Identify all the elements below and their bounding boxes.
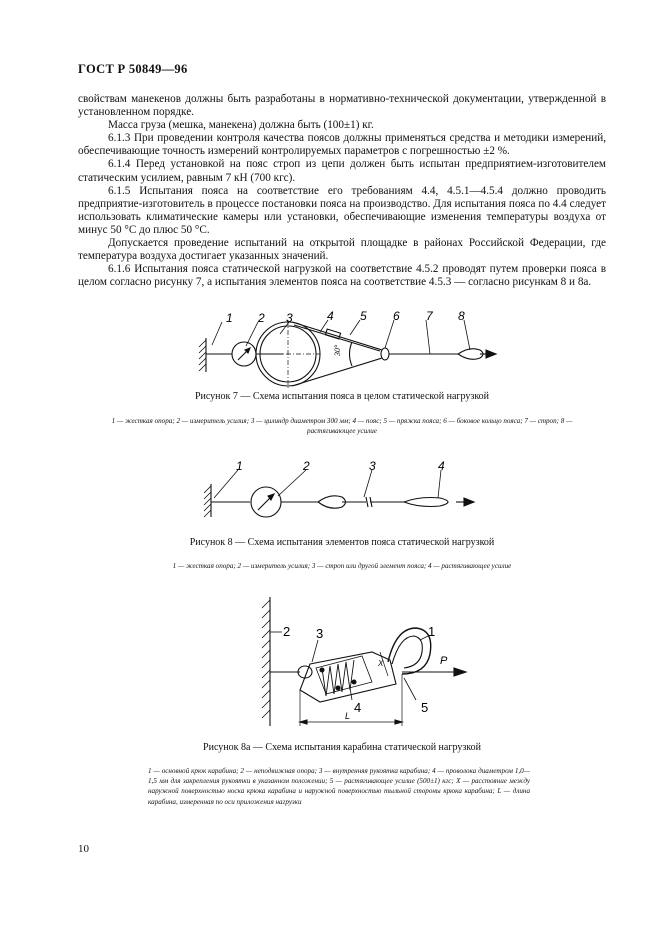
- fig7-label-2: 2: [258, 311, 265, 325]
- fig8a-label-5: 5: [421, 700, 429, 715]
- fig8a-label-4: 4: [354, 700, 362, 715]
- fig8a-dim-l: L: [345, 711, 351, 721]
- fig8a-label-1: 1: [428, 624, 436, 639]
- fig8a-label-3: 3: [316, 626, 324, 641]
- paragraph: 6.1.4 Перед установкой на пояс строп из цепи должен быть испытан предприятием-изготовителем статическим усилием, равным 7 кН (700 кгс).: [78, 158, 606, 184]
- fig7-label-8: 8: [458, 309, 465, 323]
- paragraph: 6.1.3 При проведении контроля качества поясов должны применяться средства и методики измерений, обеспечивающие точность измерений контролируемых параметров с погрешностью ±2 %.: [78, 132, 606, 158]
- figure-7-caption: Рисунок 7 — Схема испытания пояса в целом статической нагрузкой: [194, 391, 490, 402]
- fig8a-force-label: P: [440, 655, 448, 667]
- figure-8-legend: 1 — жесткая опора; 2 — измеритель усилия; 3 — строп или другой элемент пояса; 4 — растягивающее усилие: [172, 562, 512, 570]
- paragraph: 6.1.5 Испытания пояса на соответствие его требованиям 4.4, 4.5.1—4.5.4 должно проводить предприятие-изготовитель в процессе постановки пояса на производство. Для испытания пояса по 4.4 следует использовать климатические камеры или установки, обеспечивающие изменения температуры воздуха от минус 50 °С до плюс 50 °С.: [78, 184, 606, 236]
- fig7-label-5: 5: [360, 309, 367, 323]
- figure-8-caption: Рисунок 8 — Схема испытания элементов пояса статической нагрузкой: [189, 537, 495, 548]
- page-number: 10: [78, 843, 89, 855]
- figure-7-legend: 1 — жесткая опора; 2 — измеритель усилия; 3 — цилиндр диаметром 300 мм; 4 — пояс; 5 — пряжка пояса; 6 — боковое кольцо пояса; 7 — строп; 8 — растягивающее усилие: [111, 417, 573, 435]
- paragraph: Допускается проведение испытаний на открытой площадке в районах Российской Федерации, где температура воздуха достигает указанных значений.: [78, 237, 606, 263]
- standard-header: ГОСТ Р 50849—96: [78, 62, 188, 76]
- fig7-angle-label: 30°: [333, 344, 342, 356]
- figure-8a-caption: Рисунок 8а — Схема испытания карабина статической нагрузкой: [203, 742, 481, 753]
- figure-8a-legend: 1 — основной крюк карабина; 2 — неподвижная опора; 3 — внутренняя рукоятка карабина; 4 — проволока диаметром 1,0—1,5 мм для закрепления рукоятки в указанном положении; 5 — растягивающее усилие (500±1) кгс; X — расстояние между наружной поверхностью носка крюка карабина и наружной поверхностью тыльной стороны крюка карабина; L — длина карабина, измеренная по оси приложения нагрузки: [148, 767, 530, 806]
- fig8-label-3: 3: [369, 459, 376, 473]
- fig8-label-4: 4: [438, 459, 445, 473]
- fig7-label-7: 7: [426, 309, 433, 323]
- paragraph: 6.1.6 Испытания пояса статической нагрузкой на соответствие 4.5.2 проводят путем проверки пояса в целом согласно рисунку 7, а испытания элементов пояса на соответствие 4.5.3 — согласно рисункам 8 и 8а.: [78, 263, 606, 289]
- fig7-label-6: 6: [393, 309, 400, 323]
- fig7-label-4: 4: [327, 309, 334, 323]
- fig8a-dim-x: X: [378, 659, 384, 668]
- paragraph: Масса груза (мешка, манекена) должна быть (100±1) кг.: [108, 119, 374, 132]
- fig7-label-1: 1: [226, 311, 233, 325]
- fig8a-label-2: 2: [283, 624, 291, 639]
- fig8-label-2: 2: [303, 459, 310, 473]
- fig7-label-3: 3: [286, 311, 293, 325]
- fig8-label-1: 1: [236, 459, 243, 473]
- paragraph: свойствам манекенов должны быть разработаны в нормативно-технической документации, утвержденной в установленном порядке.: [78, 93, 606, 119]
